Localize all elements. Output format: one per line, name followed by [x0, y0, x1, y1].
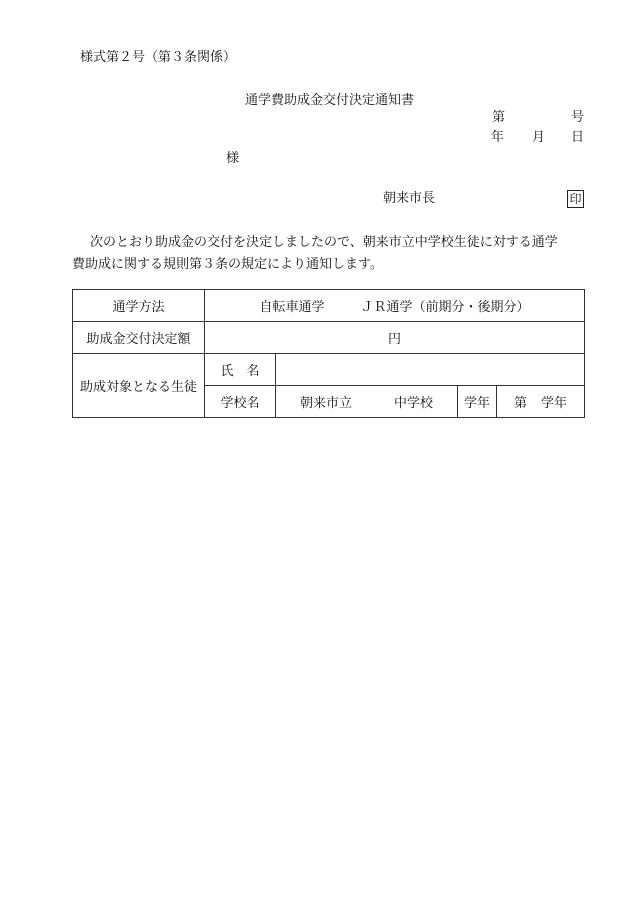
- issuer: 朝来市長: [383, 191, 436, 206]
- method-options: [205, 290, 585, 322]
- subsidy-table: [72, 289, 585, 418]
- table-row-amount: [73, 322, 585, 354]
- method-bicycle: 自転車通学: [259, 300, 325, 315]
- doc-number-suffix: 号: [571, 110, 585, 125]
- date-year: 年: [491, 130, 505, 145]
- form-number: 様式第２号（第３条関係）: [80, 50, 237, 65]
- grade-label: 学年: [458, 386, 497, 418]
- addressee-suffix: 様: [226, 151, 240, 166]
- notice-body-line1: 次のとおり助成金の交付を決定しましたので、朝来市立中学校生徒に対する通学: [90, 235, 558, 250]
- date-month: 月: [532, 130, 546, 145]
- amount-cell: [205, 322, 585, 354]
- date-day: 日: [571, 130, 585, 145]
- table-row-student-name: [73, 354, 585, 386]
- seal-mark: 印: [567, 190, 584, 208]
- method-label: 通学方法: [73, 290, 205, 322]
- school-suffix: 中学校: [394, 396, 434, 411]
- amount-unit: 円: [388, 332, 402, 347]
- notice-body-line2: 費助成に関する規則第３条の規定により通知します。: [72, 257, 383, 272]
- amount-label: 助成金交付決定額: [73, 322, 205, 354]
- doc-number-prefix: 第: [492, 110, 506, 125]
- name-label: 氏 名: [205, 354, 276, 386]
- grade-value-cell: [497, 386, 585, 418]
- school-label: 学校名: [205, 386, 276, 418]
- name-value-cell: [276, 354, 585, 386]
- method-jr: ＪＲ通学（前期分・後期分）: [360, 300, 530, 315]
- notice-body: [72, 232, 584, 276]
- table-row-method: [73, 290, 585, 322]
- school-value-cell: [276, 386, 458, 418]
- document-title: 通学費助成金交付決定通知書: [245, 93, 415, 108]
- grade-prefix: 第: [514, 396, 528, 411]
- student-label: 助成対象となる生徒: [73, 354, 205, 418]
- school-prefix: 朝来市立: [299, 396, 352, 411]
- grade-suffix: 学年: [541, 396, 568, 411]
